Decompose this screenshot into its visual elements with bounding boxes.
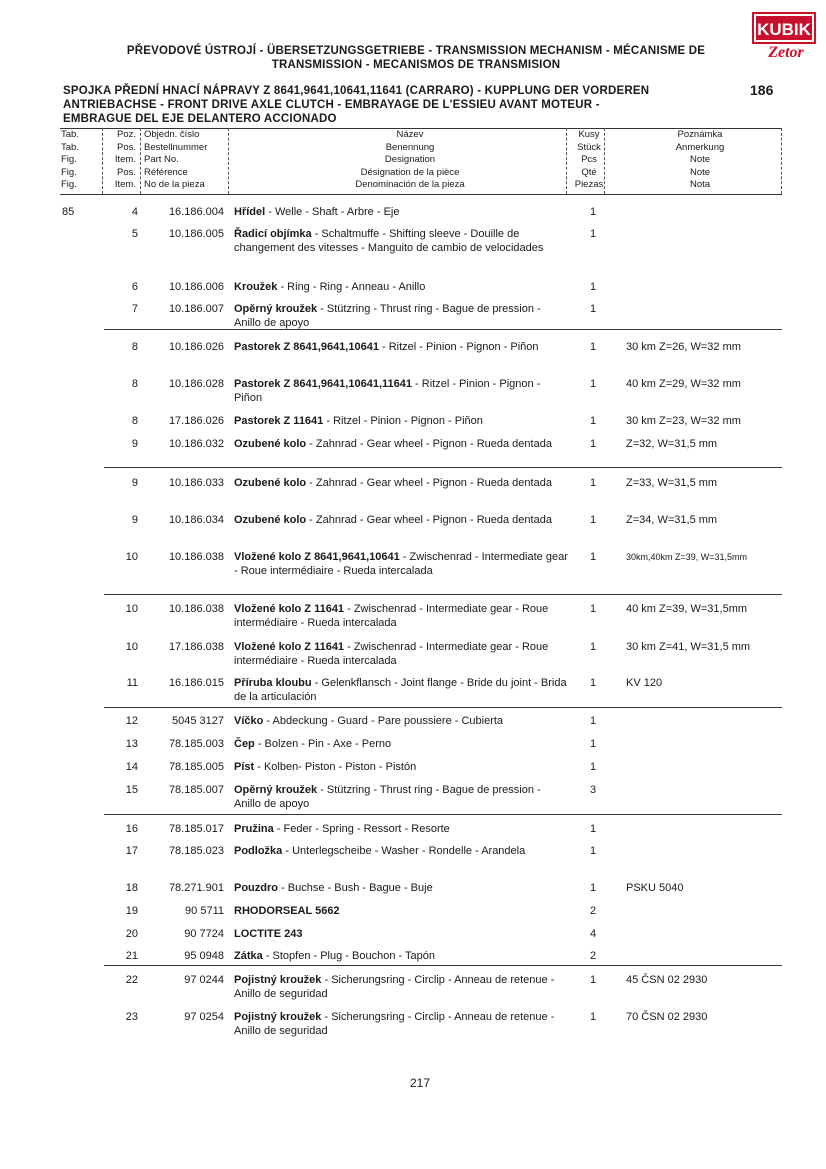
part-name-czech: Víčko <box>234 715 264 727</box>
logo-kubik-text: KUBIK <box>754 14 814 42</box>
part-name-czech: Čep <box>234 738 255 750</box>
header-designation-fr: Désignation de la pièce <box>360 166 460 178</box>
quantity: 1 <box>589 438 597 450</box>
note: 30 km Z=26, W=32 mm <box>626 341 741 353</box>
group-separator <box>104 814 782 815</box>
part-name-translations: - Ritzel - Pinion - Pignon - Piñon <box>323 415 483 427</box>
part-designation <box>234 973 568 1001</box>
header-designation-es: Denominación de la pieza <box>355 179 465 190</box>
header-part-number-cz: Objedn. číslo <box>144 129 200 140</box>
position-number: 11 <box>126 677 138 689</box>
header-note-fr: Note <box>689 166 711 178</box>
part-name-czech: Pojistný kroužek <box>234 974 322 986</box>
header-note-en: Note <box>689 154 711 165</box>
note: KV 120 <box>626 677 663 689</box>
part-designation <box>234 340 568 354</box>
header-designation-en: Designation <box>384 154 436 165</box>
part-number: 78.185.007 <box>168 784 224 796</box>
part-number: 78.185.017 <box>168 823 224 835</box>
part-name-czech: Pouzdro <box>234 882 278 894</box>
catalog-page-number: 186 <box>750 82 774 98</box>
quantity: 1 <box>589 974 597 986</box>
header-part-number-de: Bestellnummer <box>144 141 208 153</box>
quantity: 1 <box>589 715 597 727</box>
part-designation <box>234 881 568 895</box>
part-designation <box>234 714 568 728</box>
quantity: 1 <box>589 477 597 489</box>
part-name-czech: Podložka <box>234 845 283 857</box>
position-number: 17 <box>125 845 138 857</box>
part-name-translations: - Sicherungsring - Circlip - Anneau de retenue - Anillo de seguridad <box>234 1011 555 1037</box>
part-designation <box>234 377 568 405</box>
note: PSKU 5040 <box>626 882 684 894</box>
position-number: 8 <box>131 415 138 427</box>
part-name-translations: - Sicherungsring - Circlip - Anneau de retenue - Anillo de seguridad <box>234 974 555 1000</box>
part-name-translations: - Abdeckung - Guard - Pare poussiere - Cubierta <box>263 715 504 727</box>
header-divider <box>140 128 141 194</box>
part-designation <box>234 227 568 255</box>
header-part-number-es: No de la pieza <box>144 179 205 190</box>
part-number: 78.185.023 <box>168 845 224 857</box>
position-number: 10 <box>125 603 138 615</box>
position-number: 10 <box>125 551 138 563</box>
part-designation <box>234 205 568 219</box>
part-number: 10.186.005 <box>168 228 224 240</box>
part-name-translations: - Buchse - Bush - Bague - Buje <box>278 882 433 894</box>
part-number: 10.186.007 <box>168 303 224 315</box>
header-divider <box>781 128 782 194</box>
part-name-translations: - Stützring - Thrust ring - Bague de pression - Anillo de apoyo <box>234 784 541 810</box>
part-name-czech: Pastorek Z 8641,9641,10641,11641 <box>234 378 412 390</box>
position-number: 9 <box>131 514 138 526</box>
part-number: 10.186.038 <box>168 551 224 563</box>
section-title-line-3: EMBRAGUE DEL EJE DELANTERO ACCIONADO <box>63 113 337 125</box>
part-name-translations: - Zahnrad - Gear wheel - Pignon - Rueda dentada <box>306 477 552 489</box>
part-name-translations: - Welle - Shaft - Arbre - Eje <box>265 206 400 218</box>
position-number: 23 <box>125 1011 138 1023</box>
part-name-translations: - Feder - Spring - Ressort - Resorte <box>273 823 450 835</box>
header-tab-cz: Tab. <box>61 129 79 140</box>
header-quantity-cz: Kusy <box>578 129 600 140</box>
position-number: 15 <box>125 784 138 796</box>
header-part-number-fr: Référence <box>144 166 188 178</box>
quantity: 1 <box>589 415 597 427</box>
position-number: 5 <box>131 228 138 240</box>
chapter-title <box>80 44 752 72</box>
table-number: 85 <box>62 206 75 218</box>
quantity: 1 <box>589 641 597 653</box>
position-number: 18 <box>125 882 138 894</box>
part-designation <box>234 927 568 941</box>
position-number: 19 <box>125 905 138 917</box>
part-number: 17.186.026 <box>168 415 224 427</box>
part-designation <box>234 760 568 774</box>
quantity: 1 <box>589 603 597 615</box>
part-name-translations: - Zwischenrad - Intermediate gear - Roue intermédiaire - Rueda intercalada <box>234 551 568 577</box>
section-title <box>63 84 723 126</box>
quantity: 1 <box>589 341 597 353</box>
section-title-line-2: ANTRIEBACHSE - FRONT DRIVE AXLE CLUTCH - EMBRAYAGE DE L'ESSIEU AVANT MOTEUR - <box>63 99 600 111</box>
part-designation <box>234 414 568 428</box>
part-name-czech: Řadicí objímka <box>234 228 312 240</box>
group-separator <box>104 594 782 595</box>
position-number: 21 <box>125 950 138 962</box>
quantity: 4 <box>589 928 597 940</box>
quantity: 1 <box>589 1011 597 1023</box>
part-name-translations: - Zwischenrad - Intermediate gear - Roue intermédiaire - Rueda intercalada <box>234 641 549 667</box>
header-note-es: Nota <box>689 179 711 190</box>
part-number: 10.186.038 <box>168 603 224 615</box>
position-number: 12 <box>125 715 138 727</box>
header-position-es: Item. <box>114 179 136 190</box>
note: Z=32, W=31,5 mm <box>626 438 718 450</box>
part-name-translations: - Ring - Ring - Anneau - Anillo <box>277 281 426 293</box>
part-name-czech: Vložené kolo Z 8641,9641,10641 <box>234 551 400 563</box>
note: 30 km Z=23, W=32 mm <box>626 415 741 427</box>
header-position <box>106 129 136 195</box>
part-number: 10.186.034 <box>168 514 224 526</box>
group-separator <box>104 467 782 468</box>
logo-zetor-text: Zetor <box>768 44 804 61</box>
position-number: 8 <box>131 341 138 353</box>
header-position-de: Pos. <box>116 141 136 153</box>
part-designation <box>234 844 568 858</box>
position-number: 22 <box>125 974 138 986</box>
part-number: 10.186.028 <box>168 378 224 390</box>
quantity: 1 <box>589 761 597 773</box>
header-tab-de: Tab. <box>61 141 79 153</box>
note: 40 km Z=29, W=32 mm <box>626 378 741 390</box>
header-quantity-es: Piezas <box>574 179 604 190</box>
part-number: 97 0244 <box>184 974 224 986</box>
part-number: 78.271.901 <box>168 882 224 894</box>
header-position-en: Item. <box>114 154 136 165</box>
header-tab-fr: Fig. <box>61 166 77 178</box>
part-designation <box>234 904 568 918</box>
part-name-translations: - Zahnrad - Gear wheel - Pignon - Rueda dentada <box>306 514 552 526</box>
part-designation <box>234 640 568 668</box>
part-number: 95 0948 <box>184 950 224 962</box>
part-designation <box>234 676 568 704</box>
part-designation <box>234 550 568 578</box>
note: 45 ČSN 02 2930 <box>626 974 708 986</box>
header-part-number-en: Part No. <box>144 154 179 165</box>
part-name-czech: Pastorek Z 11641 <box>234 415 324 427</box>
part-name-czech: Pastorek Z 8641,9641,10641 <box>234 341 379 353</box>
header-tab-es: Fig. <box>61 179 77 190</box>
part-name-translations: - Kolben- Piston - Piston - Pistón <box>254 761 417 773</box>
part-name-czech: Kroužek <box>234 281 278 293</box>
part-name-czech: Zátka <box>234 950 263 962</box>
quantity: 1 <box>589 303 597 315</box>
part-designation <box>234 783 568 811</box>
part-name-czech: Ozubené kolo <box>234 514 307 526</box>
note: 30 km Z=41, W=31,5 mm <box>626 641 751 653</box>
quantity: 1 <box>589 228 597 240</box>
part-name-translations: - Stützring - Thrust ring - Bague de pression - Anillo de apoyo <box>234 303 541 329</box>
part-number: 97 0254 <box>184 1011 224 1023</box>
position-number: 9 <box>131 438 138 450</box>
part-name-czech: Pojistný kroužek <box>234 1011 322 1023</box>
section-title-line-1: SPOJKA PŘEDNÍ HNACÍ NÁPRAVY Z 8641,9641,10641,11641 (CARRARO) - KUPPLUNG DER VORDEREN <box>63 85 650 97</box>
part-designation <box>234 437 568 451</box>
note: 40 km Z=39, W=31,5mm <box>626 603 748 615</box>
part-number: 90 7724 <box>184 928 224 940</box>
part-number: 16.186.015 <box>168 677 224 689</box>
part-designation <box>234 949 568 963</box>
part-designation <box>234 513 568 527</box>
part-designation <box>234 302 568 330</box>
part-name-translations: - Zahnrad - Gear wheel - Pignon - Rueda dentada <box>306 438 552 450</box>
part-name-translations: - Schaltmuffe - Shifting sleeve - Douille de changement des vitesses - Manguito de cambio de velocidades <box>234 228 544 254</box>
part-name-czech: Příruba kloubu <box>234 677 312 689</box>
part-number: 90 5711 <box>185 905 224 917</box>
position-number: 4 <box>131 206 138 218</box>
quantity: 1 <box>589 845 597 857</box>
part-name-translations: - Ritzel - Pinion - Pignon - Piñon <box>378 341 539 353</box>
quantity: 1 <box>589 206 597 218</box>
note: Z=33, W=31,5 mm <box>626 477 718 489</box>
part-name-czech: LOCTITE 243 <box>234 928 303 940</box>
part-number: 10.186.026 <box>168 341 224 353</box>
group-separator <box>104 965 782 966</box>
header-note <box>620 129 780 195</box>
footer-page-number: 217 <box>409 1076 431 1090</box>
chapter-title-line-2: TRANSMISSION - MECANISMOS DE TRANSMISION <box>271 59 561 71</box>
header-divider <box>566 128 567 194</box>
header-position-cz: Poz. <box>116 129 136 140</box>
part-name-czech: Vložené kolo Z 11641 <box>234 641 345 653</box>
part-designation <box>234 1010 568 1038</box>
kubik-zetor-logo <box>754 14 814 64</box>
part-name-translations: - Gelenkflansch - Joint flange - Bride du joint - Brida de la articulación <box>234 677 567 703</box>
header-designation <box>260 129 560 195</box>
note: 30km,40km Z=39, W=31,5mm <box>626 552 748 562</box>
part-name-czech: Ozubené kolo <box>234 477 307 489</box>
quantity: 1 <box>589 738 597 750</box>
header-tab-en: Fig. <box>61 154 77 165</box>
part-number: 10.186.006 <box>168 281 224 293</box>
header-note-de: Anmerkung <box>675 141 725 153</box>
part-name-czech: Vložené kolo Z 11641 <box>234 603 345 615</box>
quantity: 1 <box>589 514 597 526</box>
position-number: 20 <box>125 928 138 940</box>
quantity: 1 <box>589 281 597 293</box>
part-name-czech: Opěrný kroužek <box>234 784 318 796</box>
position-number: 6 <box>131 281 138 293</box>
header-tab <box>61 129 97 195</box>
position-number: 14 <box>125 761 138 773</box>
part-name-translations: - Stopfen - Plug - Bouchon - Tapón <box>262 950 435 962</box>
part-name-translations: - Bolzen - Pin - Axe - Perno <box>254 738 392 750</box>
part-number: 16.186.004 <box>168 206 224 218</box>
quantity: 3 <box>589 784 597 796</box>
header-part-number <box>144 129 234 195</box>
part-name-czech: Pružina <box>234 823 274 835</box>
quantity: 1 <box>589 677 597 689</box>
quantity: 1 <box>589 882 597 894</box>
part-name-translations: - Ritzel - Pinion - Pignon - Piñon <box>234 378 541 404</box>
part-designation <box>234 822 568 836</box>
part-name-translations: - Zwischenrad - Intermediate gear - Roue intermédiaire - Rueda intercalada <box>234 603 549 629</box>
group-separator <box>104 707 782 708</box>
part-number: 10.186.033 <box>168 477 224 489</box>
header-designation-de: Benennung <box>385 141 435 153</box>
header-quantity <box>570 129 608 195</box>
header-divider <box>102 128 103 194</box>
header-note-cz: Poznámka <box>677 129 723 140</box>
quantity: 1 <box>589 551 597 563</box>
quantity: 2 <box>589 950 597 962</box>
part-number: 78.185.003 <box>168 738 224 750</box>
part-name-czech: Ozubené kolo <box>234 438 307 450</box>
header-designation-cz: Název <box>396 129 424 140</box>
position-number: 9 <box>131 477 138 489</box>
chapter-title-line-1: PŘEVODOVÉ ÚSTROJÍ - ÜBERSETZUNGSGETRIEBE - TRANSMISSION MECHANISM - MÉCANISME DE <box>126 45 706 57</box>
part-number: 5045 3127 <box>172 715 224 727</box>
part-name-czech: RHODORSEAL 5662 <box>234 905 340 917</box>
quantity: 1 <box>589 823 597 835</box>
position-number: 8 <box>131 378 138 390</box>
part-name-czech: Opěrný kroužek <box>234 303 318 315</box>
position-number: 13 <box>125 738 138 750</box>
part-name-czech: Píst <box>234 761 255 773</box>
part-designation <box>234 737 568 751</box>
note: 70 ČSN 02 2930 <box>626 1011 708 1023</box>
header-quantity-fr: Qté <box>581 166 597 178</box>
position-number: 7 <box>131 303 138 315</box>
header-quantity-de: Stück <box>577 141 601 153</box>
part-designation <box>234 476 568 490</box>
part-designation <box>234 602 568 630</box>
quantity: 1 <box>589 378 597 390</box>
part-number: 17.186.038 <box>168 641 224 653</box>
header-position-fr: Pos. <box>116 166 136 178</box>
part-number: 78.185.005 <box>168 761 224 773</box>
position-number: 10 <box>125 641 138 653</box>
part-name-czech: Hřídel <box>234 206 266 218</box>
note: Z=34, W=31,5 mm <box>626 514 718 526</box>
part-designation <box>234 280 568 294</box>
quantity: 2 <box>589 905 597 917</box>
part-name-translations: - Unterlegscheibe - Washer - Rondelle - Arandela <box>282 845 526 857</box>
header-quantity-en: Pcs <box>581 154 597 165</box>
position-number: 16 <box>125 823 138 835</box>
part-number: 10.186.032 <box>168 438 224 450</box>
